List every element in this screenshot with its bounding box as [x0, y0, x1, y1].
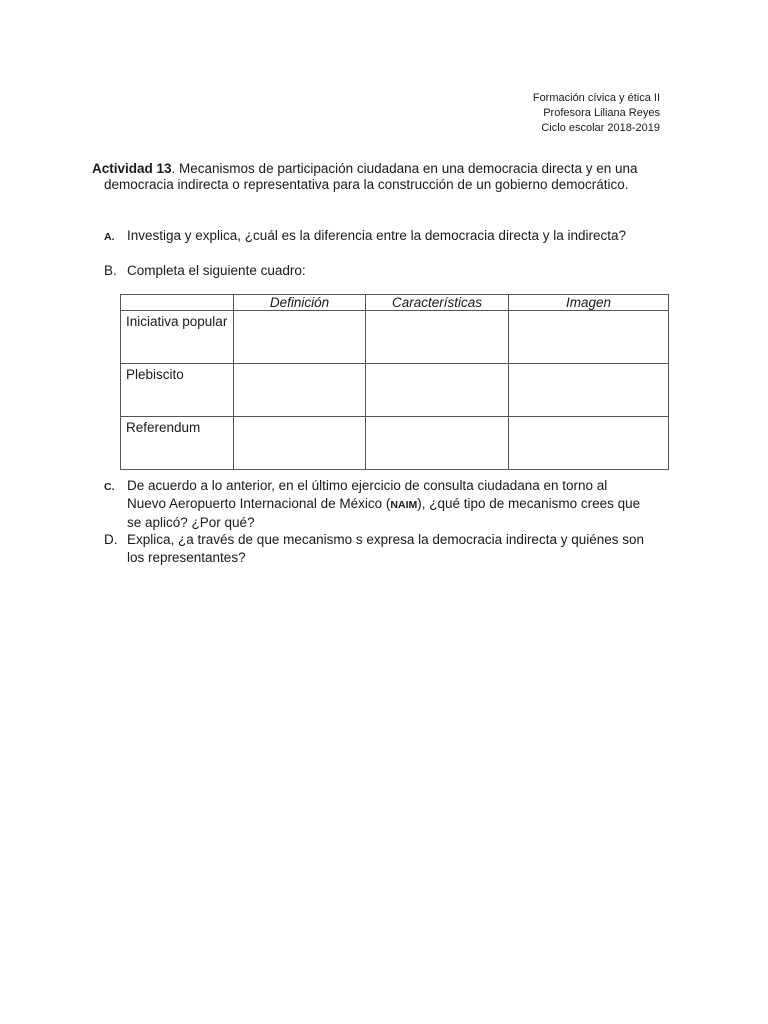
question-c-text-after: ), ¿qué tipo de mecanismo crees que se aplicó? ¿Por qué?: [127, 496, 641, 530]
table-row: [121, 311, 669, 364]
question-a-text: Investiga y explica, ¿cuál es la diferencia entre la democracia directa y la indirecta?: [127, 228, 626, 243]
row-label-referendum: Referendum: [121, 417, 234, 470]
table-header-row: [121, 295, 669, 311]
question-b-text: Completa el siguiente cuadro:: [127, 263, 306, 278]
table-header-cell: [121, 295, 234, 311]
question-c-marker: C.: [104, 481, 115, 493]
table-row: [121, 364, 669, 417]
question-d-marker: D.: [104, 532, 118, 547]
table-cell: [509, 364, 669, 417]
table-cell: [509, 417, 669, 470]
activity-text-line1: . Mecanismos de participación ciudadana en una democracia directa y en una: [171, 161, 638, 176]
question-d: [104, 531, 664, 567]
school-year: Ciclo escolar 2018-2019: [541, 122, 660, 134]
activity-label: Actividad 13: [92, 161, 172, 176]
table-header-imagen: Imagen: [509, 295, 669, 311]
question-b-marker: B.: [104, 263, 117, 278]
table-cell: [234, 417, 366, 470]
teacher-name: Profesora Liliana Reyes: [543, 107, 660, 119]
question-c-text-before: De acuerdo a lo anterior, en el último ejercicio de consulta ciudadana en torno al Nuevo Aeropuerto Internacional de México (: [127, 478, 608, 511]
activity-text-line2: democracia indirecta o representativa para la construcción de un gobierno democrático.: [104, 177, 629, 192]
mechanisms-table: [120, 294, 669, 470]
row-label-iniciativa: Iniciativa popular: [121, 311, 234, 364]
table-row: [121, 417, 669, 470]
table-cell: [234, 364, 366, 417]
course-name: Formación cívica y ética II: [532, 92, 660, 104]
table-header-definicion: Definición: [234, 295, 366, 311]
row-label-plebiscito: Plebiscito: [121, 364, 234, 417]
table-cell: [509, 311, 669, 364]
question-a-marker: A.: [104, 231, 115, 243]
table-header-caracteristicas: Características: [366, 295, 509, 311]
question-d-text: Explica, ¿a través de que mecanismo s expresa la democracia indirecta y quiénes son los representantes?: [127, 532, 645, 565]
question-c: [104, 477, 644, 532]
question-a: [104, 227, 664, 245]
activity-title: [92, 161, 672, 193]
table-cell: [234, 311, 366, 364]
document-header: [533, 91, 660, 136]
table-cell: [366, 417, 509, 470]
table-cell: [366, 311, 509, 364]
table-cell: [366, 364, 509, 417]
question-b: [104, 262, 664, 280]
naim-abbreviation: NAIM: [390, 499, 418, 511]
question-c-text: [127, 477, 644, 532]
